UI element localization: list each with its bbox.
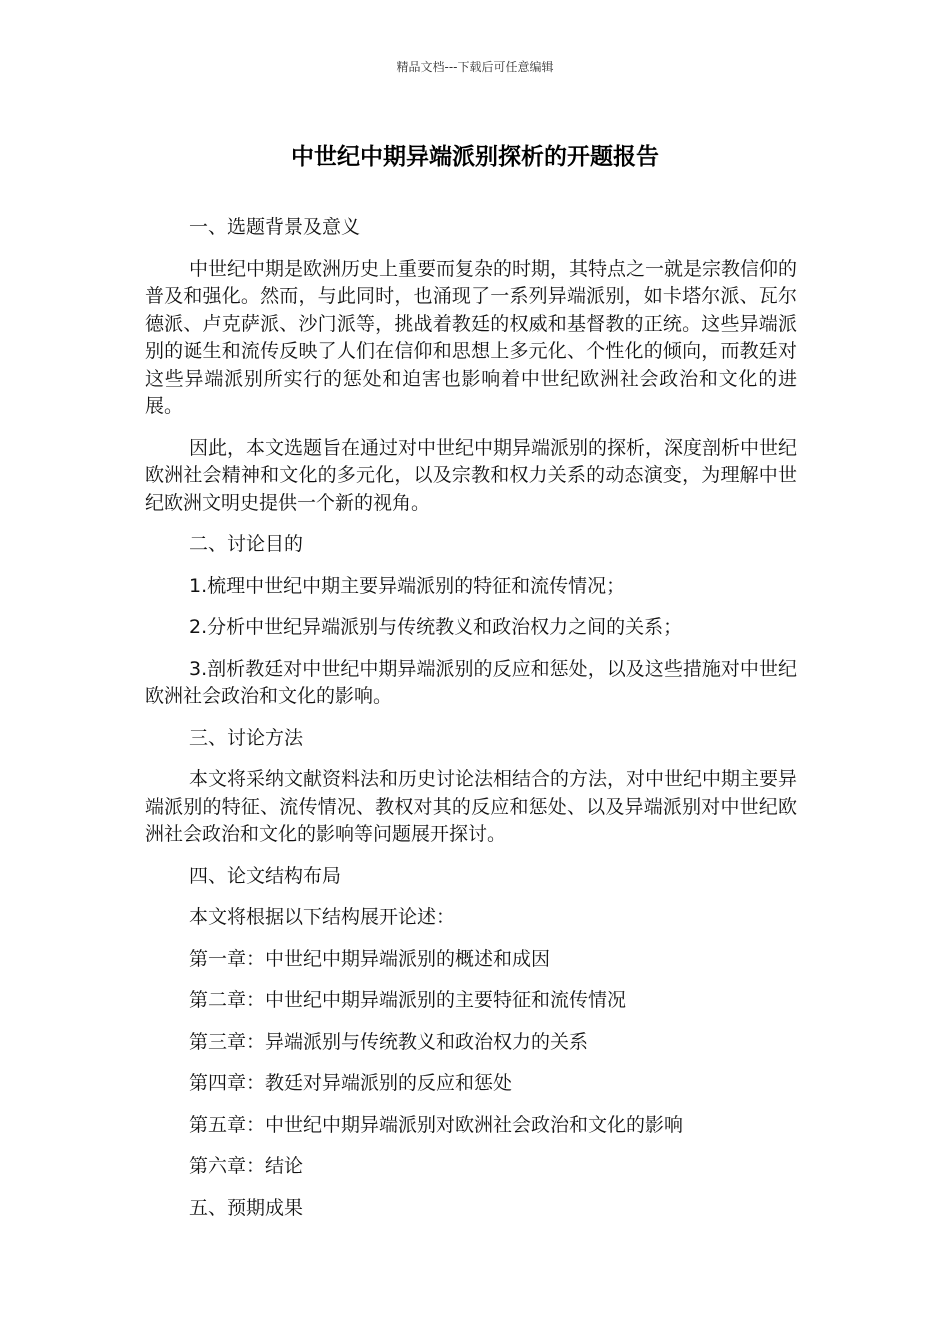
objective-item-1: 1.梳理中世纪中期主要异端派别的特征和流传情况； [189, 574, 626, 597]
section-heading-objectives: 二、讨论目的 [189, 533, 304, 555]
chapter-item: 第二章：中世纪中期异端派别的主要特征和流传情况 [189, 989, 627, 1011]
chapter-item: 第一章：中世纪中期异端派别的概述和成因 [189, 947, 551, 970]
chapter-list [145, 946, 797, 1181]
objective-item-3: 3.剖析教廷对中世纪中期异端派别的反应和惩处，以及这些措施对中世纪欧洲社会政治和文化的影响。 [145, 657, 797, 707]
chapter-item: 第三章：异端派别与传统教义和政治权力的关系 [189, 1030, 589, 1053]
structure-intro: 本文将根据以下结构展开论述： [189, 906, 456, 928]
section-heading-background: 一、选题背景及意义 [189, 216, 361, 238]
paragraph-background-2: 因此，本文选题旨在通过对中世纪中期异端派别的探析，深度剖析中世纪欧洲社会精神和文化的多元化，以及宗教和权力关系的动态演变，为理解中世纪欧洲文明史提供一个新的视角。 [145, 436, 798, 514]
header-note: 精品文档---下载后可任意编辑 [396, 60, 554, 74]
document-title: 中世纪中期异端派别探析的开题报告 [291, 144, 659, 170]
chapter-item: 第四章：教廷对异端派别的反应和惩处 [189, 1072, 513, 1094]
section-heading-expected-results: 五、预期成果 [189, 1196, 304, 1219]
document-body [145, 214, 797, 1236]
paragraph-methods: 本文将采纳文献资料法和历史讨论法相结合的方法，对中世纪中期主要异端派别的特征、流传情况、教权对其的反应和惩处、以及异端派别对中世纪欧洲社会政治和文化的影响等问题展开探讨。 [145, 768, 798, 845]
section-heading-methods: 三、讨论方法 [189, 726, 304, 749]
objective-item-2: 2.分析中世纪异端派别与传统教义和政治权力之间的关系； [189, 616, 683, 638]
chapter-item: 第六章：结论 [189, 1155, 304, 1177]
paragraph-background-1: 中世纪中期是欧洲历史上重要而复杂的时期，其特点之一就是宗教信仰的普及和强化。然而，与此同时，也涌现了一系列异端派别，如卡塔尔派、瓦尔德派、卢克萨派、沙门派等，挑战着教廷的权威和基督教的正统。这些异端派别的诞生和流传反映了人们在信仰和思想上多元化、个性化的倾向，而教廷对这些异端派别所实行的惩处和迫害也影响着中世纪欧洲社会政治和文化的进展。 [145, 257, 798, 417]
section-heading-structure: 四、论文结构布局 [189, 864, 342, 887]
chapter-item: 第五章：中世纪中期异端派别对欧洲社会政治和文化的影响 [189, 1113, 684, 1136]
